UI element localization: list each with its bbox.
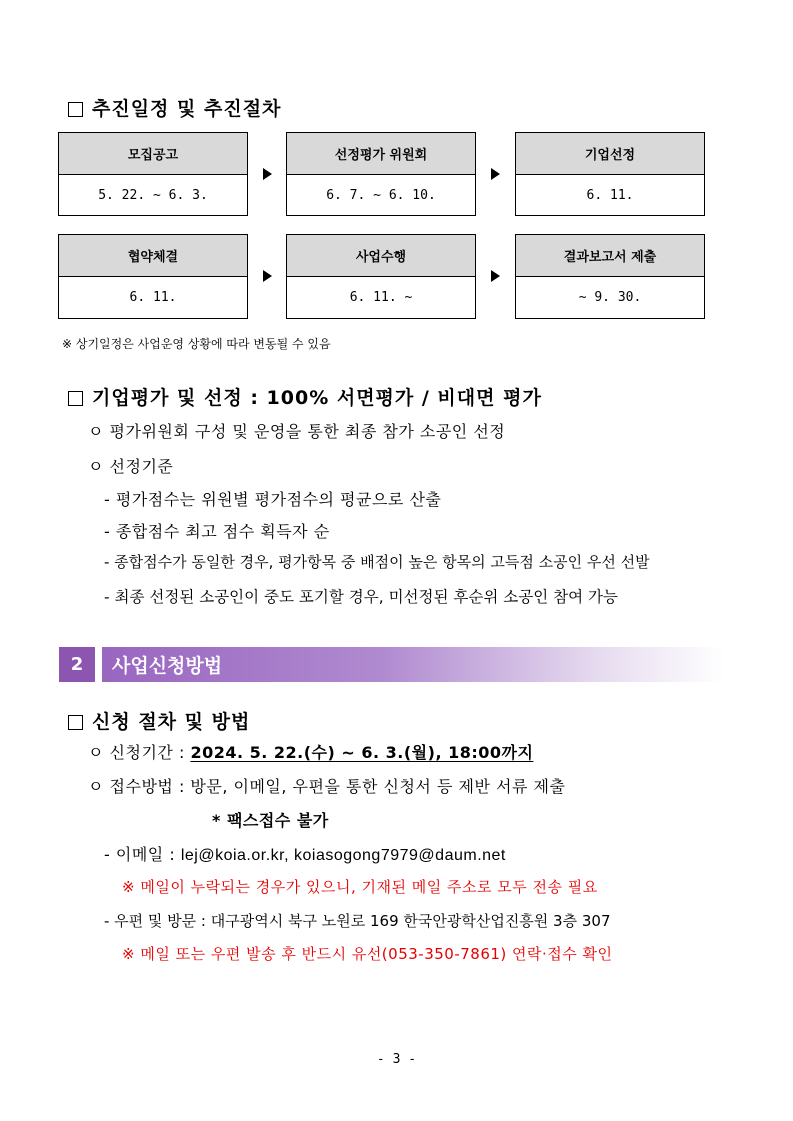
evaluation-item-1: ㅇ 평가위원회 구성 및 운영을 통한 최종 참가 소공인 선정 [88, 422, 506, 441]
post-value: 대구광역시 북구 노원로 169 한국안광학산업진흥원 3층 307 [210, 912, 611, 930]
flow-step-5 [286, 234, 476, 319]
arrow-right-icon [491, 168, 500, 180]
flow-step-date: 6. 7. ~ 6. 10. [326, 188, 436, 203]
apply-method: ㅇ 접수방법 : 방문, 이메일, 우편을 통한 신청서 등 제반 서류 제출 [88, 777, 566, 796]
schedule-heading: 추진일정 및 추진절차 [68, 94, 281, 121]
flow-step-date: ~ 9. 30. [578, 290, 642, 305]
flow-step-title: 사업수행 [287, 235, 475, 277]
criteria-item: - 평가점수는 위원별 평가점수의 평균으로 산출 [104, 490, 442, 509]
flow-step-title: 결과보고서 제출 [516, 235, 704, 277]
schedule-note: ※ 상기일정은 사업운영 상황에 따라 변동될 수 있음 [62, 337, 331, 351]
section-title: 사업신청방법 [112, 655, 223, 677]
flow-step-title: 기업선정 [516, 133, 704, 175]
post-note: ※ 메일 또는 우편 발송 후 반드시 유선(053-350-7861) 연락·접수 확인 [122, 945, 613, 963]
flow-step-2 [286, 132, 476, 216]
criteria-item: - 최종 선정된 소공인이 중도 포기할 경우, 미선정된 후순위 소공인 참여 가능 [104, 588, 618, 606]
flow-step-3 [515, 132, 705, 216]
email-note: ※ 메일이 누락되는 경우가 있으니, 기재된 메일 주소로 모두 전송 필요 [122, 878, 598, 896]
email-value: lej@koia.or.kr, koiasogong7979@daum.net [180, 847, 506, 864]
evaluation-item-2: ㅇ 선정기준 [88, 457, 174, 476]
flow-step-title: 모집공고 [59, 133, 247, 175]
flow-step-date: 5. 22. ~ 6. 3. [98, 188, 208, 203]
flow-step-6 [515, 234, 705, 319]
arrow-right-icon [263, 270, 272, 282]
criteria-item: - 종합점수가 동일한 경우, 평가항목 중 배점이 높은 항목의 고득점 소공인 우선 선발 [104, 553, 650, 571]
post-line [104, 910, 611, 931]
arrow-right-icon [491, 270, 500, 282]
section-title-bar [102, 647, 724, 682]
page-number: - 3 - [376, 1052, 417, 1067]
flow-step-date: 6. 11. [586, 188, 634, 203]
flow-step-4 [58, 234, 248, 319]
apply-period-value: 2024. 5. 22.(수) ~ 6. 3.(월), 18:00까지 [190, 743, 534, 762]
flow-step-title: 협약체결 [59, 235, 247, 277]
checkbox-square-icon [68, 102, 83, 117]
checkbox-square-icon [68, 391, 83, 406]
evaluation-heading: 기업평가 및 선정 : 100% 서면평가 / 비대면 평가 [68, 383, 542, 410]
flow-step-date: 6. 11. ~ [349, 290, 413, 305]
apply-period-label: ㅇ 신청기간 : [88, 743, 185, 762]
arrow-right-icon [263, 168, 272, 180]
flow-step-date: 6. 11. [129, 290, 177, 305]
apply-period [88, 740, 533, 763]
fax-notice: * 팩스접수 불가 [212, 811, 329, 830]
flow-step-title: 선정평가 위원회 [287, 133, 475, 175]
flow-step-1 [58, 132, 248, 216]
post-label: - 우편 및 방문 : [104, 912, 206, 930]
email-line [104, 842, 506, 865]
section-number: 2 [59, 647, 95, 682]
criteria-item: - 종합점수 최고 점수 획득자 순 [104, 522, 330, 541]
checkbox-square-icon [68, 715, 83, 730]
apply-heading: 신청 절차 및 방법 [68, 707, 250, 734]
email-label: - 이메일 : [104, 845, 176, 864]
